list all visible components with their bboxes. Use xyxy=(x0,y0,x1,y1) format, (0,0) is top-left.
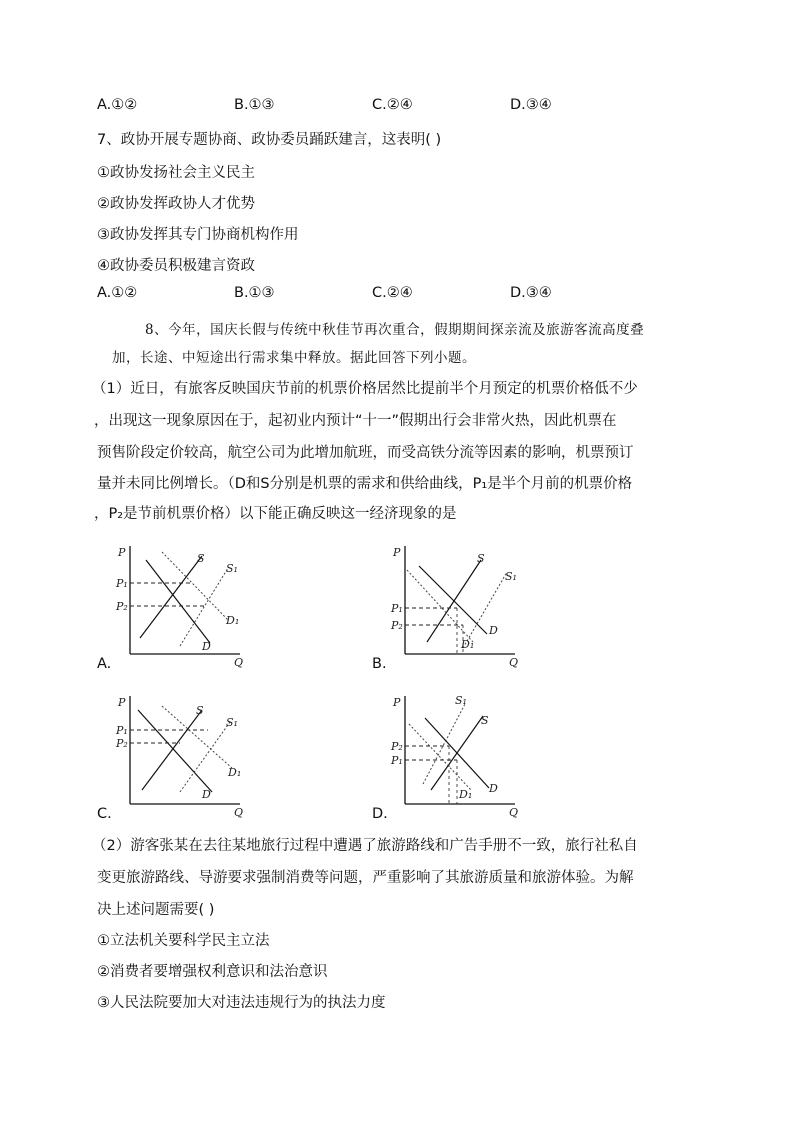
graph-a-letter: A. xyxy=(97,656,112,672)
curve-d xyxy=(425,718,489,788)
label-s1: S₁ xyxy=(505,570,517,583)
q7-item: ③政协发挥其专门协商机构作用 xyxy=(97,227,299,243)
graph-c-svg xyxy=(110,688,260,818)
q8-sub2-item: ②消费者要增强权利意识和法治意识 xyxy=(97,964,328,980)
graph-d xyxy=(385,688,535,822)
q7-option-d: D.③④ xyxy=(510,285,552,301)
q8-sub1-line: ，P₂是节前机票价格）以下能正确反映这一经济现象的是 xyxy=(94,506,457,522)
label-d: D xyxy=(489,624,498,637)
q8-sub1-line: （1）近日，有旅客反映国庆节前的机票价格居然比提前半个月预定的机票价格低不少 xyxy=(92,381,638,397)
label-d1: D₁ xyxy=(226,614,240,627)
label-s1: S₁ xyxy=(226,562,238,575)
q8-sub2-line: 变更旅游路线、导游要求强制消费等问题，严重影响了其旅游质量和旅游体验。为解 xyxy=(97,870,634,886)
q7-option-a: A.①② xyxy=(97,285,138,301)
label-s: S xyxy=(196,704,204,717)
label-q: Q xyxy=(234,656,244,668)
label-s: S xyxy=(197,552,205,565)
label-s: S xyxy=(477,552,485,565)
graph-d-letter: D. xyxy=(372,806,388,822)
graph-b-svg xyxy=(385,538,535,668)
graph-b xyxy=(385,538,535,672)
label-p2: P₂ xyxy=(116,737,128,750)
label-q: Q xyxy=(509,806,519,818)
label-s1: S₁ xyxy=(226,716,238,729)
label-p1: P₁ xyxy=(116,577,128,590)
curve-d xyxy=(146,560,210,643)
curve-d xyxy=(419,566,487,634)
q8-sub2-line: 决上述问题需要( ) xyxy=(97,902,215,918)
graph-c xyxy=(110,688,260,822)
graph-c-letter: C. xyxy=(97,806,112,822)
q7-item: ①政协发扬社会主义民主 xyxy=(97,165,255,181)
q8-sub2-item: ③人民法院要加大对违法违规行为的执法力度 xyxy=(97,995,386,1011)
label-p2: P₂ xyxy=(391,619,403,632)
q7-item: ②政协发挥政协人才优势 xyxy=(97,196,255,212)
label-s: S xyxy=(481,714,489,727)
label-p1: P₁ xyxy=(391,754,403,767)
graph-b-letter: B. xyxy=(372,656,387,672)
label-q: Q xyxy=(234,806,244,818)
label-p: P xyxy=(118,696,126,709)
curve-d1 xyxy=(180,722,230,792)
graph-a xyxy=(110,538,260,672)
label-s1: S₁ xyxy=(455,694,467,707)
q7-stem: 7、政协开展专题协商、政协委员踊跃建言，这表明( ) xyxy=(97,132,442,148)
label-p1: P₁ xyxy=(116,724,128,737)
label-d: D xyxy=(202,788,211,801)
label-p1: P₁ xyxy=(391,602,403,615)
label-d1: D₁ xyxy=(459,788,473,801)
graph-a-svg xyxy=(110,538,260,668)
curve-s xyxy=(140,556,202,638)
q6-option-c: C.②④ xyxy=(372,97,413,113)
q6-option-d: D.③④ xyxy=(510,97,552,113)
label-p2: P₂ xyxy=(116,600,128,613)
label-p: P xyxy=(393,546,401,559)
q6-option-a: A.①② xyxy=(97,97,138,113)
curve-s1 xyxy=(463,572,507,648)
q8-sub1-line: ，出现这一现象原因在于，起初业内预计“十一”假期出行会非常火热，因此机票在 xyxy=(94,413,617,429)
q7-item: ④政协委员积极建言资政 xyxy=(97,258,255,274)
label-d1: D₁ xyxy=(461,638,475,651)
label-p: P xyxy=(393,696,401,709)
label-d: D xyxy=(202,640,211,653)
q8-sub1-line: 量并未同比例增长。（D和S分别是机票的需求和供给曲线，P₁是半个月前的机票价格 xyxy=(97,476,633,492)
curve-s xyxy=(142,710,202,790)
label-p2: P₂ xyxy=(391,740,403,753)
q7-option-c: C.②④ xyxy=(372,285,413,301)
q6-option-b: B.①③ xyxy=(234,97,275,113)
q7-option-b: B.①③ xyxy=(234,285,275,301)
q8-sub1-line: 预售阶段定价较高，航空公司为此增加航班，而受高铁分流等因素的影响，机票预订 xyxy=(97,445,634,461)
curve-d1 xyxy=(162,552,228,620)
q8-sub2-line: （2）游客张某在去往某地旅行过程中遭遇了旅游路线和广告手册不一致，旅行社私自 xyxy=(92,838,638,854)
graph-d-svg xyxy=(385,688,535,818)
label-d: D xyxy=(489,782,498,795)
label-q: Q xyxy=(509,656,519,668)
label-p: P xyxy=(118,546,126,559)
q8-intro-line1: 8、今年，国庆长假与传统中秋佳节再次重合，假期期间探亲流及旅游客流高度叠 xyxy=(145,322,645,338)
label-d1: D₁ xyxy=(228,766,242,779)
q8-sub2-item: ①立法机关要科学民主立法 xyxy=(97,933,270,949)
q8-intro-line2: 加，长途、中短途出行需求集中释放。据此回答下列小题。 xyxy=(112,350,476,366)
